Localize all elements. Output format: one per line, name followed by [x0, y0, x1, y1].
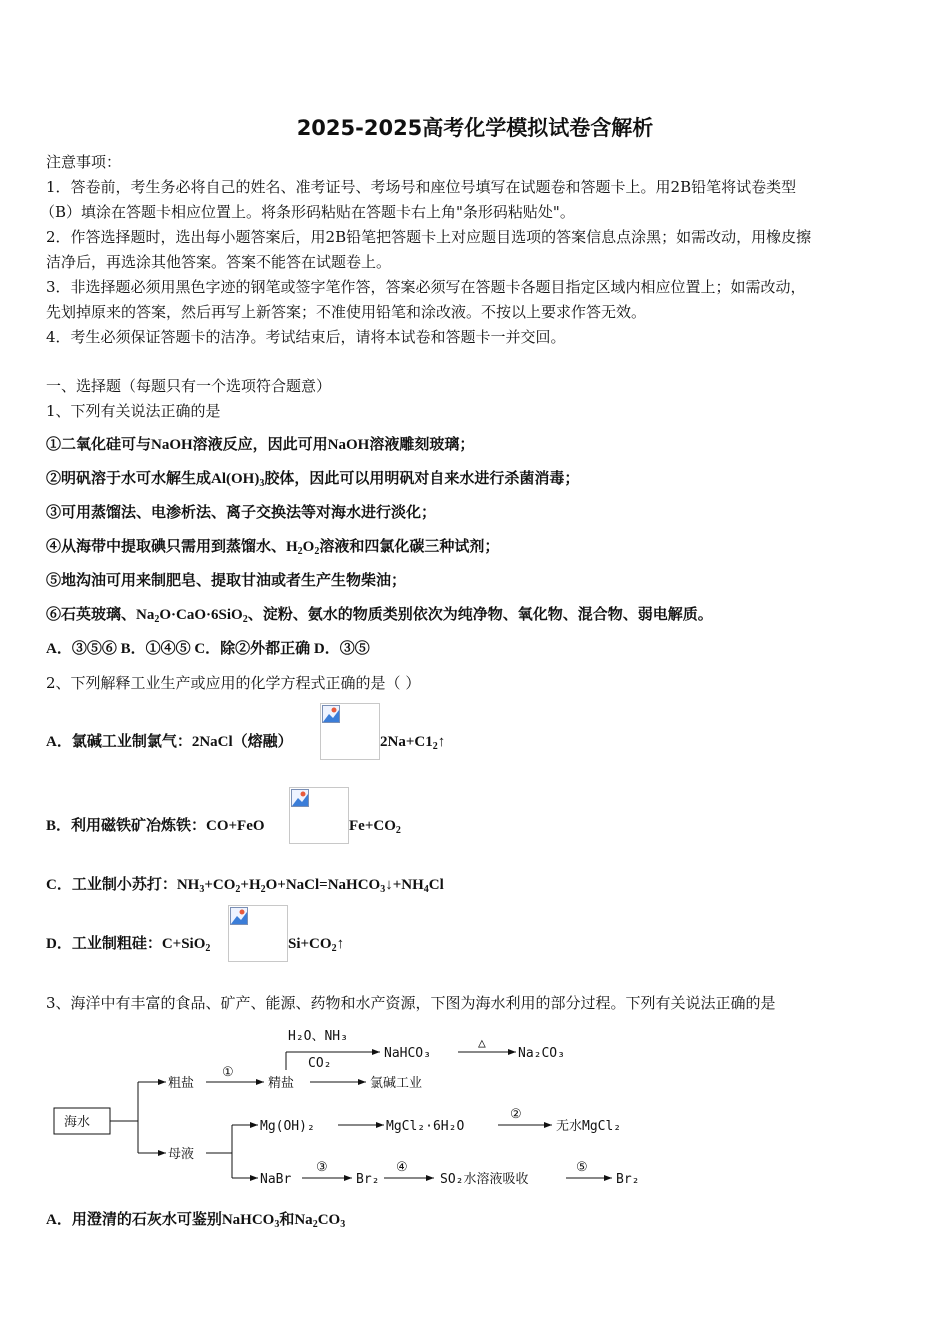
q1-statement-4: ④从海带中提取碘只需用到蒸馏水、$H_2O_2$溶液和四氯化碳三种试剂； — [46, 539, 500, 557]
br2-label-2: Br₂ — [616, 1172, 640, 1187]
fine-salt-label: 精盐 — [268, 1076, 295, 1091]
crude-salt-label: 粗盐 — [168, 1076, 195, 1091]
q2-option-d: D．工业制粗硅：C+SiO$_2$ — [46, 936, 211, 954]
notice-line-2: （B）填涂在答题卡相应位置上。将条形码粘贴在答题卡右上角"条形码粘贴处"。 — [40, 203, 575, 221]
reaction-condition-image-b — [289, 787, 349, 844]
seawater-process-diagram — [46, 1022, 666, 1197]
step-3-label: ③ — [316, 1160, 328, 1175]
q1-statement-6: ⑥石英玻璃、$Na_2O\cdot CaO\cdot 6SiO_2$、淀粉、氨水的物质类别依次为纯净物、氧化物、混合物、弱电解质。 — [46, 607, 713, 625]
q1-options: A．③⑤⑥ B．①④⑤ C．除②外都正确 D．③⑤ — [46, 641, 370, 657]
q1-statement-5: ⑤地沟油可用来制肥皂、提取甘油或者生产生物柴油； — [46, 573, 407, 589]
q2-option-b: B．利用磁铁矿冶炼铁：CO+FeO — [46, 818, 265, 834]
notice-line-1: 1．答卷前，考生务必将自己的姓名、准考证号、考场号和座位号填写在试题卷和答题卡上。用2B铅笔将试卷类型 — [46, 178, 797, 196]
q3-stem: 3、海洋中有丰富的食品、矿产、能源、药物和水产资源，下图为海水利用的部分过程。下列有关说法正确的是 — [46, 994, 776, 1012]
section-heading: 一、选择题（每题只有一个选项符合题意） — [46, 377, 332, 395]
q2-option-a-product: $2Na+C1_2↑$ — [380, 734, 446, 752]
broken-image-icon — [291, 789, 309, 807]
q1-statement-1: ①二氧化硅可与NaOH溶液反应，因此可用NaOH溶液雕刻玻璃； — [46, 437, 475, 453]
nabr-label: NaBr — [260, 1172, 292, 1187]
anhydrous-mgcl2-label: 无水MgCl₂ — [556, 1119, 622, 1134]
q2-stem: 2、下列解释工业生产或应用的化学方程式正确的是（ ） — [46, 674, 421, 692]
so2-absorb-label: SO₂水溶液吸收 — [440, 1172, 529, 1187]
br2-label-1: Br₂ — [356, 1172, 380, 1187]
reaction-condition-image-a — [320, 703, 380, 760]
na2co3-label: Na₂CO₃ — [518, 1046, 565, 1061]
step-5-label: ⑤ — [576, 1160, 588, 1175]
q1-statement-2: ②明矾溶于水可水解生成$Al(OH)_3$胶体，因此可以用明矾对自来水进行杀菌消毒； — [46, 471, 580, 489]
q1-stem: 1、下列有关说法正确的是 — [46, 402, 221, 420]
step-1-label: ① — [222, 1065, 234, 1080]
notice-line-5: 3．非选择题必须用黑色字迹的钢笔或签字笔作答，答案必须写在答题卡各题目指定区域内相应位置上；如需改动， — [46, 278, 806, 296]
broken-image-icon — [230, 907, 248, 925]
q2-option-a: A．氯碱工业制氯气：2NaCl（熔融） — [46, 734, 293, 750]
notice-line-6: 先划掉原来的答案，然后再写上新答案；不准使用铅笔和涂改液。不按以上要求作答无效。 — [46, 303, 647, 321]
broken-image-icon — [322, 705, 340, 723]
chlor-alkali-label: 氯碱工业 — [370, 1076, 423, 1091]
notice-line-3: 2．作答选择题时，选出每小题答案后，用2B铅笔把答题卡上对应题目选项的答案信息点涂黑；如需改动，用橡皮擦 — [46, 228, 812, 246]
step-2-label: ② — [510, 1107, 522, 1122]
h2o-nh3-label: H₂O、NH₃ — [288, 1029, 348, 1044]
nahco3-label: NaHCO₃ — [384, 1046, 431, 1061]
q2-option-c: C．工业制小苏打：$NH_3+CO_2+H_2O+NaCl=NaHCO_3↓+NH_4Cl$ — [46, 877, 444, 895]
q2-option-d-product: $Si+CO_2↑$ — [288, 936, 345, 954]
mgcl2-6h2o-label: MgCl₂·6H₂O — [386, 1119, 465, 1134]
mother-liquor-label: 母液 — [168, 1147, 195, 1162]
page-title: 2025-2025高考化学模拟试卷含解析 — [296, 116, 654, 140]
heat-triangle-label: △ — [478, 1036, 486, 1051]
reaction-condition-image-d — [228, 905, 288, 962]
seawater-label: 海水 — [64, 1115, 91, 1130]
step-4-label: ④ — [396, 1160, 408, 1175]
notice-heading: 注意事项： — [46, 153, 122, 171]
q1-statement-3: ③可用蒸馏法、电渗析法、离子交换法等对海水进行淡化； — [46, 505, 437, 521]
q2-option-b-product: $Fe+CO_2$ — [349, 818, 401, 836]
q3-option-a: A．用澄清的石灰水可鉴别NaHCO$_3$和$Na_2CO_3$ — [46, 1212, 346, 1230]
notice-line-7: 4．考生必须保证答题卡的洁净。考试结束后，请将本试卷和答题卡一并交回。 — [46, 328, 566, 346]
co2-label: CO₂ — [308, 1056, 332, 1071]
mgoh2-label: Mg(OH)₂ — [260, 1119, 315, 1134]
notice-line-4: 洁净后，再选涂其他答案。答案不能答在试题卷上。 — [46, 253, 392, 271]
